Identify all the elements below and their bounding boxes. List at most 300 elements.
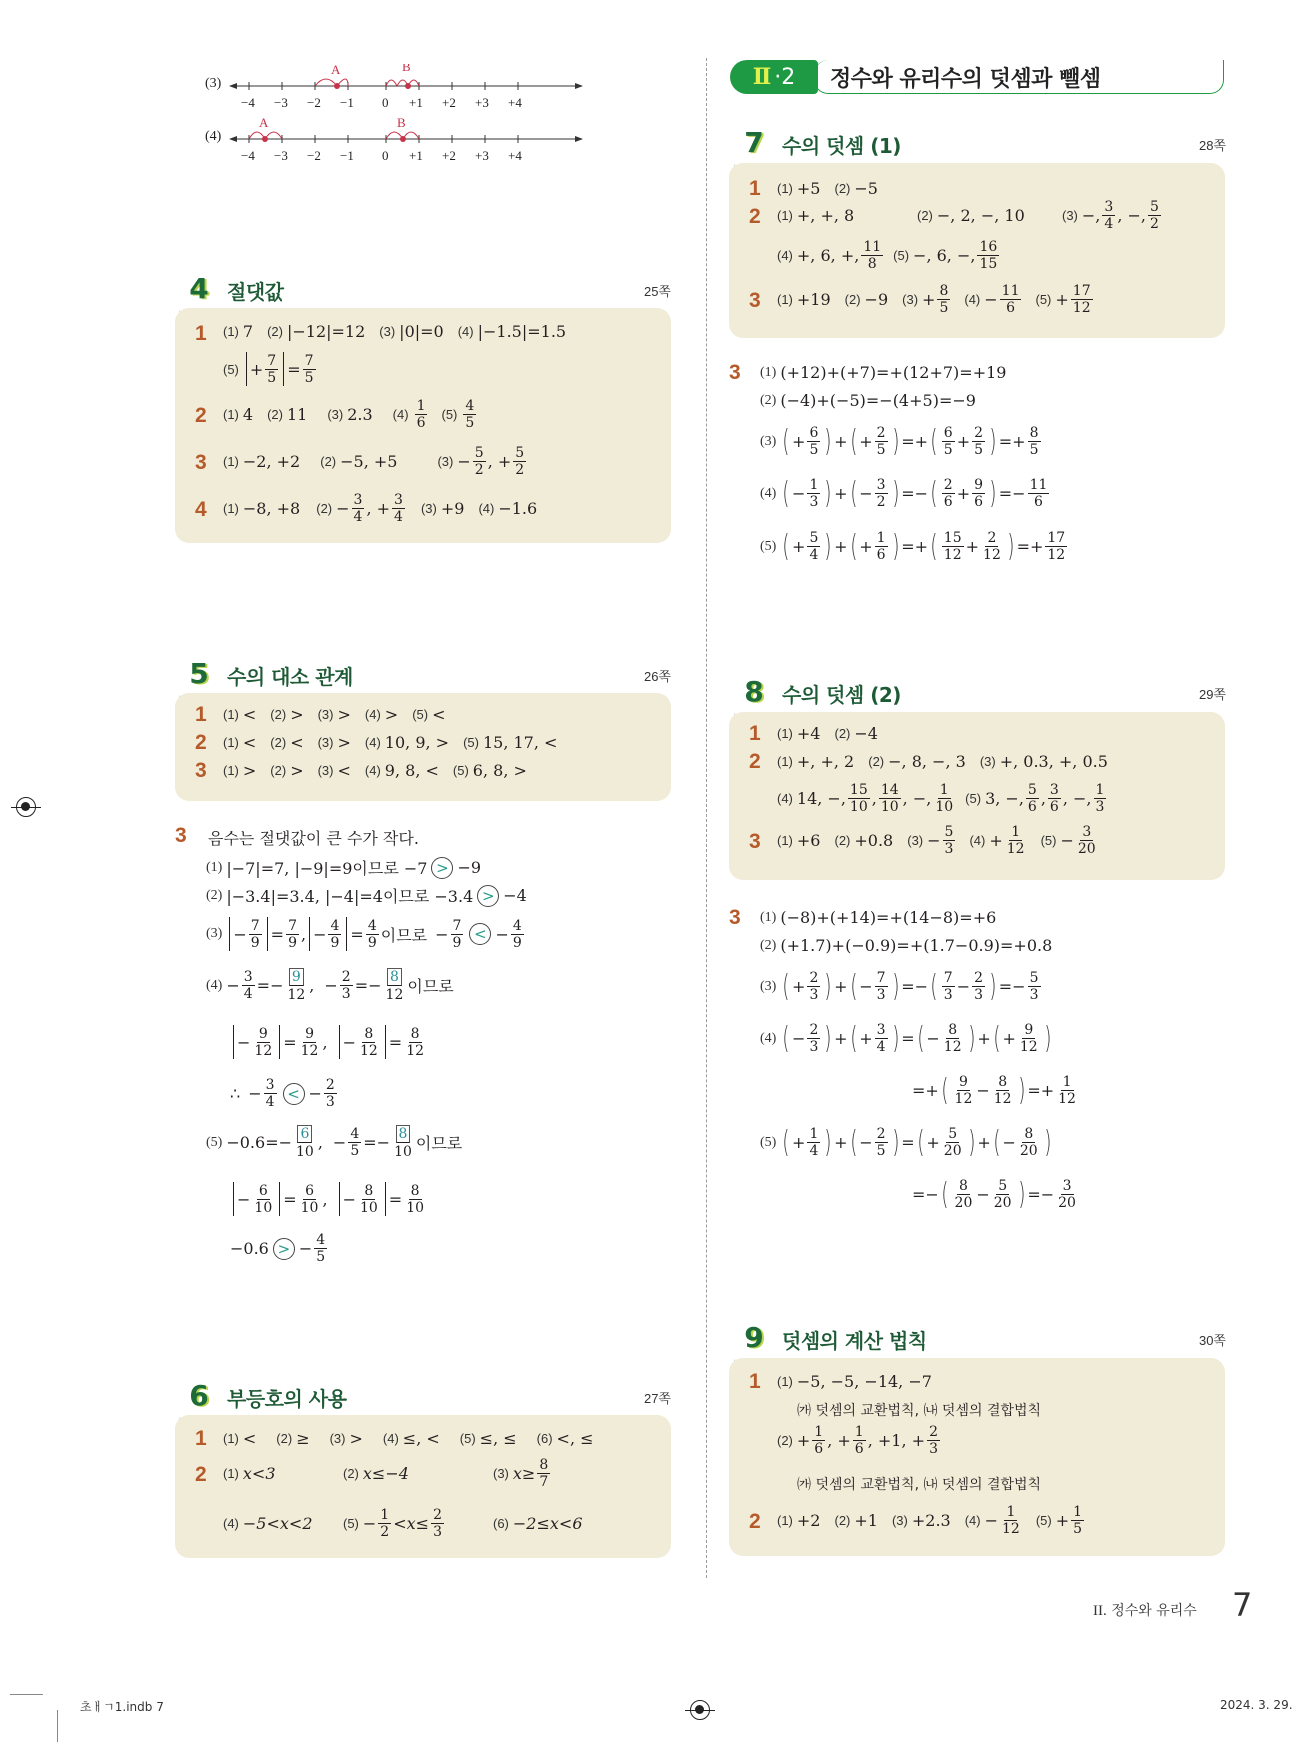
sub-label: (3) xyxy=(329,1431,346,1446)
section-number-badge xyxy=(183,658,213,694)
numerator: 2 xyxy=(325,1077,335,1093)
sub-label: (2) xyxy=(316,501,333,516)
answer: +2 xyxy=(796,1511,821,1530)
sub-label: (1) xyxy=(777,1513,793,1528)
numerator: 8 xyxy=(410,1182,420,1199)
solution-line: =+ ( $\frac{9}{12}$ − $\frac{8}{12}$ ) =+ $\frac{1}{12}$ xyxy=(912,1072,1076,1108)
sub-label: (5) xyxy=(965,791,982,806)
sub-label: (5) xyxy=(441,407,458,422)
answer: −5, −5, −14, −7 xyxy=(796,1372,932,1391)
fraction xyxy=(324,1077,337,1110)
chapter-dot: · xyxy=(774,64,782,90)
sign: + xyxy=(249,359,264,379)
solution-text: 이므로 xyxy=(407,977,454,996)
solution-text: |−3.4|=3.4, |−4|=4이므로 −3.4 xyxy=(226,887,474,906)
numerator: 7 xyxy=(304,352,314,369)
fraction xyxy=(451,918,464,951)
fraction xyxy=(404,1183,426,1216)
section-number-icon: 8 xyxy=(744,675,764,708)
solution-text: 이므로 xyxy=(380,925,428,945)
denominator: 12 xyxy=(254,1042,273,1059)
denominator: 10 xyxy=(296,1144,314,1160)
footer-chapter xyxy=(1093,1600,1197,1620)
section-title: 덧셈의 계산 법칙 xyxy=(782,1329,927,1353)
answer: 9, 8, < xyxy=(384,761,439,780)
solution-line: −0.6 > − $\frac{4}{5}$ xyxy=(230,1232,326,1265)
answer: > xyxy=(384,705,399,724)
sub-label: (3) xyxy=(979,754,996,769)
fraction xyxy=(314,1232,327,1265)
answer-row xyxy=(223,705,459,724)
sub-label: (4) xyxy=(964,1513,981,1528)
answer: 14, −, xyxy=(796,789,846,808)
sub-label: (2) xyxy=(760,937,777,953)
denominator: 2 xyxy=(380,1524,390,1540)
answer: < xyxy=(242,733,257,752)
sub-label: (1) xyxy=(777,208,793,223)
abs-bar xyxy=(309,917,310,951)
question-number: 2 xyxy=(749,205,761,228)
answer-row xyxy=(223,352,318,386)
registration-mark-icon xyxy=(16,797,36,817)
answer: 10, 9, > xyxy=(384,733,450,752)
denominator: 2 xyxy=(474,462,484,478)
fraction xyxy=(252,1026,274,1059)
sub-label: (5) xyxy=(459,1431,476,1446)
sub-label: (5) xyxy=(412,707,429,722)
section-number-badge xyxy=(183,1380,213,1416)
chapter-title: 정수와 유리수의 덧셈과 뺄셈 xyxy=(830,67,1101,92)
sub-label: (4) xyxy=(364,763,381,778)
numerator: 9 xyxy=(305,1025,315,1042)
denominator: 10 xyxy=(300,1199,319,1216)
answer: +, +, 8 xyxy=(796,206,855,225)
question-number: 4 xyxy=(195,498,207,521)
fraction xyxy=(358,1026,380,1059)
denominator: 12 xyxy=(300,1042,319,1059)
page-reference: 27쪽 xyxy=(643,1391,671,1406)
page-reference: 30쪽 xyxy=(1198,1333,1226,1348)
section-number-badge xyxy=(738,127,768,163)
chapter-name: 정수와 유리수 xyxy=(1111,1603,1197,1619)
sub-label: (1) xyxy=(223,763,239,778)
item-label: (4) xyxy=(205,129,222,144)
blank-answer: 9 xyxy=(289,968,304,986)
fraction xyxy=(328,918,341,951)
comma: , xyxy=(300,924,307,944)
answer: −9 xyxy=(864,290,889,309)
denominator: 5 xyxy=(267,369,277,386)
answer: > xyxy=(290,761,304,780)
sub-label: (2) xyxy=(267,324,283,339)
solution-line xyxy=(206,856,481,879)
sub-label: (2) xyxy=(270,763,287,778)
sub-label: (4) xyxy=(777,248,793,263)
answer-box-7 xyxy=(729,163,1225,338)
sub-label: (5) xyxy=(206,1134,223,1150)
tick-label: +3 xyxy=(475,148,489,163)
fraction xyxy=(340,969,353,1002)
denominator: 4 xyxy=(265,1094,275,1110)
tick-label: −4 xyxy=(241,148,255,163)
fraction xyxy=(1071,283,1093,316)
fraction xyxy=(242,969,255,1002)
sub-label: (4) xyxy=(457,324,474,339)
sub-label: (3) xyxy=(902,292,919,307)
denominator: 9 xyxy=(367,934,377,951)
circled-answer: > xyxy=(431,857,453,879)
tick-label: +2 xyxy=(442,148,456,163)
answer: > xyxy=(337,733,351,752)
denominator: 5 xyxy=(939,300,949,316)
solution-line: =− ( $\frac{8}{20}$ − $\frac{5}{20}$ ) =− $\frac{3}{20}$ xyxy=(912,1176,1076,1212)
answer: <, ≤ xyxy=(556,1429,594,1448)
answer: −1.6 xyxy=(498,499,538,518)
section-number-icon: 6 xyxy=(189,1379,209,1412)
numerator: 8 xyxy=(939,283,949,299)
solution-line: (5) ( + $\frac{5}{4}$ ) + ( + $\frac{1}{6}$ ) =+ ( $\frac{15}{12}$ + $\frac{2}{12}$ ) =+ $\frac{17}{12}$ xyxy=(760,528,1066,564)
denominator: 9 xyxy=(512,934,522,951)
solution-line xyxy=(760,936,1052,955)
denominator: 2 xyxy=(1149,216,1159,232)
abs-bar xyxy=(283,352,284,386)
answer-row xyxy=(777,239,1001,272)
answer: −5 xyxy=(854,179,878,198)
question-number: 3 xyxy=(195,759,207,782)
tick-label: +4 xyxy=(508,95,522,110)
fraction xyxy=(473,445,486,478)
answer-row xyxy=(223,1457,663,1490)
question-number: 2 xyxy=(195,731,207,754)
sub-label: (2) xyxy=(276,1431,293,1446)
answer-row xyxy=(223,445,528,478)
numerator: 16 xyxy=(979,239,998,255)
numerator: 8 xyxy=(364,1025,374,1042)
circled-answer: < xyxy=(469,923,491,945)
answer: 3, −, xyxy=(985,789,1024,808)
section-number-badge xyxy=(738,1322,768,1358)
tick-label: −2 xyxy=(307,148,321,163)
section-header-8 xyxy=(738,676,1226,716)
question-number: 1 xyxy=(195,1427,207,1450)
sub-label: (2) xyxy=(917,208,933,223)
abs-bar xyxy=(267,917,268,951)
answer: x<3 xyxy=(242,1464,276,1483)
sign: − xyxy=(313,924,327,944)
denominator: 15 xyxy=(979,256,998,272)
question-number: 2 xyxy=(749,750,761,773)
denominator: 10 xyxy=(254,1199,273,1216)
circled-answer: > xyxy=(477,885,499,907)
answer: ≤, ≤ xyxy=(479,1429,517,1448)
sub-label: (3) xyxy=(907,833,924,848)
fraction xyxy=(358,1183,380,1216)
solution-line xyxy=(206,917,526,951)
fraction xyxy=(264,1077,277,1110)
answer: 15, 17, < xyxy=(482,733,558,752)
answer: +2.3 xyxy=(911,1511,951,1530)
answer: |0|=0 xyxy=(399,322,444,341)
sub-label: (2) xyxy=(834,833,851,848)
numerator: 6 xyxy=(305,1182,315,1199)
tick-label: +2 xyxy=(442,95,456,110)
solution-text: (−4)+(−5)=−(4+5)=−9 xyxy=(780,391,976,410)
numerator: 4 xyxy=(330,917,340,934)
fraction xyxy=(352,492,365,525)
sub-label: (4) xyxy=(969,833,986,848)
answer: +, 6, +, xyxy=(796,246,860,265)
fraction xyxy=(294,1125,316,1160)
section-title: 절댓값 xyxy=(227,280,284,304)
answer: > xyxy=(290,705,304,724)
sub-label: (1) xyxy=(777,726,793,741)
denominator: 4 xyxy=(353,509,363,525)
answer: −2, +2 xyxy=(242,452,301,471)
denominator: 10 xyxy=(406,1199,425,1216)
blank-answer: 8 xyxy=(387,968,402,986)
fraction xyxy=(299,1183,321,1216)
numerator: 7 xyxy=(288,917,297,934)
answer: +, +, 2 xyxy=(796,752,855,771)
fraction xyxy=(404,1026,426,1059)
answer: < xyxy=(242,1429,257,1448)
answer: +9 xyxy=(440,499,465,518)
denominator: 9 xyxy=(288,934,297,951)
numerator: 4 xyxy=(316,1232,326,1248)
denominator: 12 xyxy=(385,987,404,1003)
equals: = xyxy=(270,924,285,944)
fraction xyxy=(384,968,406,1003)
fraction xyxy=(1148,199,1161,232)
answer: −, 6, −, xyxy=(913,246,976,265)
answer: +1 xyxy=(854,1511,878,1530)
fraction xyxy=(299,1026,321,1059)
crop-mark xyxy=(10,1694,43,1695)
answer: |−12|=12 xyxy=(286,322,366,341)
sub-label: (1) xyxy=(223,1466,239,1481)
tick-label: −3 xyxy=(274,95,288,110)
law-names: ㈎ 덧셈의 교환법칙, ㈏ 덧셈의 결합법칙 xyxy=(797,1477,1042,1493)
sub-label: (1) xyxy=(223,454,239,469)
solution-line xyxy=(760,363,1006,382)
sub-label: (1) xyxy=(777,292,793,307)
question-number: 3 xyxy=(729,361,741,384)
denominator: 6 xyxy=(1006,300,1016,316)
answer: < xyxy=(337,761,351,780)
solution-line: (3) ( + $\frac{6}{5}$ ) + ( + $\frac{2}{5}$ ) =+ ( $\frac{6}{5}$ + $\frac{2}{5}$ ) =+ $\frac{8}{5}$ xyxy=(760,423,1039,459)
page-reference: 28쪽 xyxy=(1198,138,1226,153)
numerator: 11 xyxy=(863,239,882,255)
sub-label: (1) xyxy=(223,707,239,722)
question-number: 2 xyxy=(749,1510,761,1533)
number-line-4 xyxy=(205,117,585,163)
answer-row xyxy=(777,752,1122,771)
chapter-number: 2 xyxy=(781,64,796,90)
sub-label: (1) xyxy=(206,859,223,875)
answer-row xyxy=(777,199,1163,232)
sign: − xyxy=(495,924,509,944)
law-names: ㈎ 덧셈의 교환법칙, ㈏ 덧셈의 결합법칙 xyxy=(797,1403,1042,1419)
equals: = xyxy=(287,359,301,379)
answer: > xyxy=(349,1429,363,1448)
sign: , + xyxy=(487,452,512,471)
numerator: 5 xyxy=(474,445,484,461)
sub-label: (3) xyxy=(760,433,777,449)
answer: 4 xyxy=(242,405,254,424)
answer: < xyxy=(242,705,257,724)
sub-label: (1) xyxy=(223,324,239,339)
denominator: 5 xyxy=(316,1249,326,1265)
denominator: 4 xyxy=(1104,216,1114,232)
print-date: 2024. 3. 29. xyxy=(1220,1698,1293,1712)
answer: <x≤ xyxy=(393,1514,430,1533)
question-number: 1 xyxy=(749,1370,761,1393)
denominator: 9 xyxy=(452,934,462,951)
question-number: 3 xyxy=(195,451,207,474)
solution-line: ∴ − $\frac{3}{4}$ < − $\frac{2}{3}$ xyxy=(230,1077,335,1110)
section-number-icon: 4 xyxy=(189,272,209,305)
denominator: 4 xyxy=(394,509,403,525)
sub-label: (3) xyxy=(760,978,777,994)
answer: −2≤x<6 xyxy=(512,1514,583,1533)
denominator: 3 xyxy=(341,986,351,1002)
solution-line: (4) ( − $\frac{1}{3}$ ) + ( − $\frac{3}{2}$ ) =− ( $\frac{2}{6}$ + $\frac{9}{6}$ ) =− $\frac{11}{6}$ xyxy=(760,475,1048,511)
sub-label: (3) xyxy=(493,1466,509,1481)
sub-label: (3) xyxy=(317,763,334,778)
numerator: 8 xyxy=(364,1182,374,1199)
page-reference: 29쪽 xyxy=(1198,687,1226,702)
question-number: 1 xyxy=(195,703,207,726)
numerator: 7 xyxy=(452,917,462,934)
answer-box-8 xyxy=(729,712,1225,880)
sign: , + xyxy=(366,499,391,518)
answer-row xyxy=(223,761,541,780)
answer: −5<x<2 xyxy=(242,1514,313,1533)
solution-text: −0.6 xyxy=(230,1239,269,1258)
answer: 6, 8, > xyxy=(472,761,527,780)
sub-label: (3) xyxy=(317,707,334,722)
denominator: 9 xyxy=(330,934,340,951)
answer-box-9 xyxy=(729,1358,1225,1556)
numerator: 8 xyxy=(539,1457,549,1473)
answer: , −, xyxy=(1117,206,1146,225)
sub-label: (6) xyxy=(493,1516,509,1531)
sub-label: (1) xyxy=(223,735,239,750)
fraction xyxy=(431,1507,444,1540)
section-number-icon: 9 xyxy=(744,1321,764,1354)
sub-label: (2) xyxy=(270,735,287,750)
sub-label: (5) xyxy=(343,1516,359,1531)
denominator: 5 xyxy=(304,369,314,386)
sub-label: (4) xyxy=(760,1030,777,1046)
sub-label: (2) xyxy=(834,181,851,196)
sub-label: (3) xyxy=(1062,208,1078,223)
numerator: 7 xyxy=(267,352,277,369)
fraction xyxy=(861,239,883,272)
answer-row: (1) +2 (2) +1 (3) +2.3 (4) − $\frac{1}{12}$ (5) + $\frac{1}{5}$ xyxy=(777,1504,1083,1537)
answer: ≤, < xyxy=(402,1429,440,1448)
numerator: 4 xyxy=(367,917,377,934)
solution-line: (3) ( + $\frac{2}{3}$ ) + ( − $\frac{7}{3}$ ) =− ( $\frac{7}{3}$ − $\frac{2}{3}$ ) =− $\frac{5}{3}$ xyxy=(760,968,1039,1004)
sub-label: (5) xyxy=(463,735,479,750)
sub-label: (2) xyxy=(834,726,851,741)
denominator: 12 xyxy=(406,1042,425,1059)
chapter-header xyxy=(730,58,1230,98)
tick-label: +3 xyxy=(475,95,489,110)
fraction xyxy=(378,1507,391,1540)
solution-line: (5) ( + $\frac{1}{4}$ ) + ( − $\frac{2}{5}$ ) = ( + $\frac{5}{20}$ ) + ( − $\frac{8}{20}$ ) xyxy=(760,1124,1052,1160)
answer: x≤−4 xyxy=(362,1464,409,1483)
sub-label: (5) xyxy=(223,361,239,377)
fraction xyxy=(249,918,262,951)
sub-label: (4) xyxy=(206,977,223,993)
tick-label: 0 xyxy=(382,95,389,110)
sign: − xyxy=(336,499,350,518)
answer-row xyxy=(777,283,1095,316)
sub-label: (1) xyxy=(777,754,793,769)
answer-row xyxy=(777,1372,932,1391)
numerator: 2 xyxy=(341,969,351,985)
fraction xyxy=(1102,199,1115,232)
sub-label: (2) xyxy=(844,292,861,307)
solution-line: − $\frac{6}{10}$ = $\frac{6}{10}$ , − $\frac{8}{10}$ = $\frac{8}{10}$ xyxy=(230,1182,428,1216)
item-label: (3) xyxy=(205,76,222,91)
tick-label: −1 xyxy=(340,148,354,163)
answer-row: (1) +6 (2) +0.8 (3) − $\frac{5}{3}$ (4) + $\frac{1}{12}$ (5) − $\frac{3}{20}$ xyxy=(777,824,1096,857)
answer-box-6 xyxy=(175,1415,671,1558)
numerator: 4 xyxy=(350,1126,360,1142)
numerator: 11 xyxy=(1001,283,1020,299)
answer-row xyxy=(223,733,571,752)
chapter-roman: II. xyxy=(1093,1603,1107,1619)
solution-line xyxy=(760,908,996,927)
answer-row: (4) 14, −, $\frac{15}{10}$ , $\frac{14}{10}$ , −, $\frac{1}{10}$ (5) 3, −, $\frac{5}{6}$ , $\frac{3}{6}$ , −, $\frac{1}{3}$ xyxy=(777,782,1105,815)
sub-label: (5) xyxy=(1040,833,1057,848)
answer: −8, +8 xyxy=(242,499,301,518)
numerator: 3 xyxy=(243,969,253,985)
denominator: 10 xyxy=(359,1199,378,1216)
answer: < xyxy=(432,705,446,724)
numerator: 4 xyxy=(465,398,475,414)
denominator: 5 xyxy=(465,415,475,431)
denominator: 2 xyxy=(515,462,525,478)
page-reference: 26쪽 xyxy=(643,669,671,684)
solution-text: −9 xyxy=(457,858,482,877)
fraction xyxy=(977,239,999,272)
sub-label: (2) xyxy=(206,887,223,903)
numerator: 1 xyxy=(416,398,426,414)
fraction xyxy=(366,918,379,951)
sub-label: (5) xyxy=(1035,292,1052,307)
crop-mark xyxy=(57,1710,58,1742)
fraction xyxy=(392,1125,414,1160)
sub-label: (1) xyxy=(777,1374,793,1389)
sub-label: (6) xyxy=(536,1431,553,1446)
fraction xyxy=(537,1457,550,1490)
sign: − xyxy=(984,290,998,309)
sub-label: (3) xyxy=(437,454,454,469)
sub-label: (5) xyxy=(452,763,469,778)
denominator: 3 xyxy=(433,1524,442,1540)
answer: +, 0.3, +, 0.5 xyxy=(999,752,1108,771)
blank-answer: 8 xyxy=(396,1125,411,1143)
svg-text:A: A xyxy=(331,64,341,77)
solution-line: (4) − $\frac{3}{4}$ =− $\frac{9}{12}$ , − $\frac{2}{3}$ =− $\frac{8}{12}$ 이므로 xyxy=(206,969,454,1003)
answer: ≥ xyxy=(296,1429,310,1448)
numerator: 3 xyxy=(353,492,363,508)
fraction xyxy=(303,353,316,386)
denominator: 3 xyxy=(325,1094,335,1110)
